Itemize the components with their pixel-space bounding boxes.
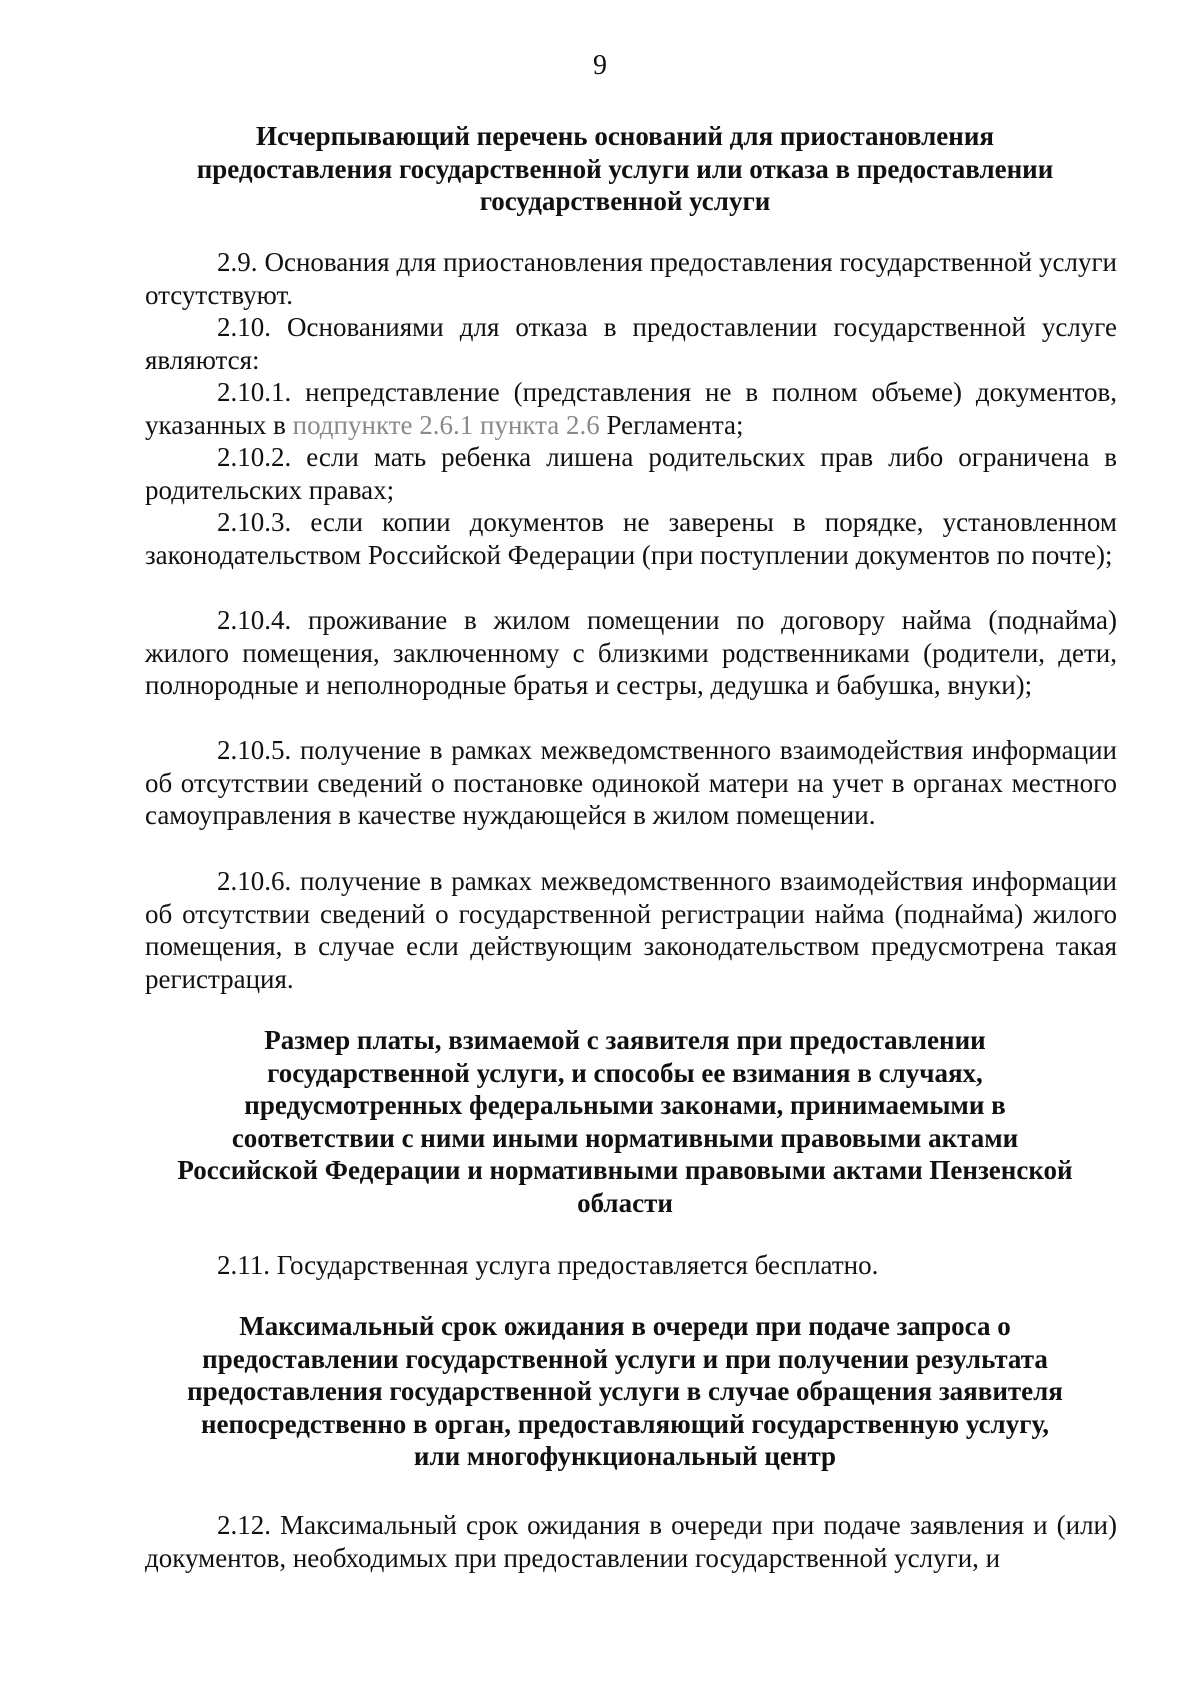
paragraph-2-9: 2.9. Основания для приостановления предоставления государственной услуги отсутствуют. (145, 247, 1117, 310)
paragraph-2-10-1-end: Регламента; (599, 409, 744, 440)
section-heading-grounds-refusal: Исчерпывающий перечень оснований для приостановления предоставления государственной услуги или отказа в предоставлении государственной услуги (196, 121, 1054, 216)
section-heading-waiting-time: Максимальный срок ожидания в очереди при подаче запроса о предоставлении государственной услуги и при получении результата предоставления государственной услуги в случае обращения заявителя непосредственно в орган, предоставляющий государственную услугу, или многофункциональный центр (187, 1311, 1063, 1471)
section-heading-fee: Размер платы, взимаемой с заявителя при предоставлении государственной услуги, и способы ее взимания в случаях, предусмотренных федеральными законами, принимаемыми в соответствии с ними иными нормативными правовыми актами Российской Федерации и нормативными правовыми актами Пензенской области (177, 1025, 1073, 1218)
page-number: 9 (593, 50, 607, 81)
paragraph-2-10-4: 2.10.4. проживание в жилом помещении по договору найма (поднайма) жилого помещения, заключенному с близкими родственниками (родители, дети, полнородные и неполнородные братья и сестры, дедушка и бабушка, внуки); (145, 605, 1117, 700)
paragraph-2-11: 2.11. Государственная услуга предоставляется бесплатно. (217, 1250, 879, 1280)
paragraph-2-10: 2.10. Основаниями для отказа в предоставлении государственной услуге являются: (145, 312, 1117, 375)
paragraph-2-10-2: 2.10.2. если мать ребенка лишена родительских прав либо ограничена в родительских правах; (145, 442, 1117, 505)
paragraph-2-12: 2.12. Максимальный срок ожидания в очереди при подаче заявления и (или) документов, необходимых при предоставлении государственной услуги, и (145, 1510, 1117, 1573)
paragraph-2-10-5: 2.10.5. получение в рамках межведомственного взаимодействия информации об отсутствии сведений о постановке одинокой матери на учет в органах местного самоуправления в качестве нуждающейся в жилом помещении. (145, 735, 1117, 830)
paragraph-2-10-1-text: 2.10.1. непредставление (представления не в полном объеме) документов, указанных в (145, 377, 1117, 440)
regulation-reference-link[interactable]: подпункте 2.6.1 пункта 2.6 (292, 409, 600, 440)
paragraph-2-10-1 (145, 376, 1117, 441)
paragraph-2-10-3: 2.10.3. если копии документов не заверены в порядке, установленном законодательством Российской Федерации (при поступлении документов по почте); (145, 507, 1117, 570)
paragraph-2-10-6: 2.10.6. получение в рамках межведомственного взаимодействия информации об отсутствии сведений о государственной регистрации найма (поднайма) жилого помещения, в случае если действующим законодательством предусмотрена такая регистрация. (145, 866, 1117, 994)
